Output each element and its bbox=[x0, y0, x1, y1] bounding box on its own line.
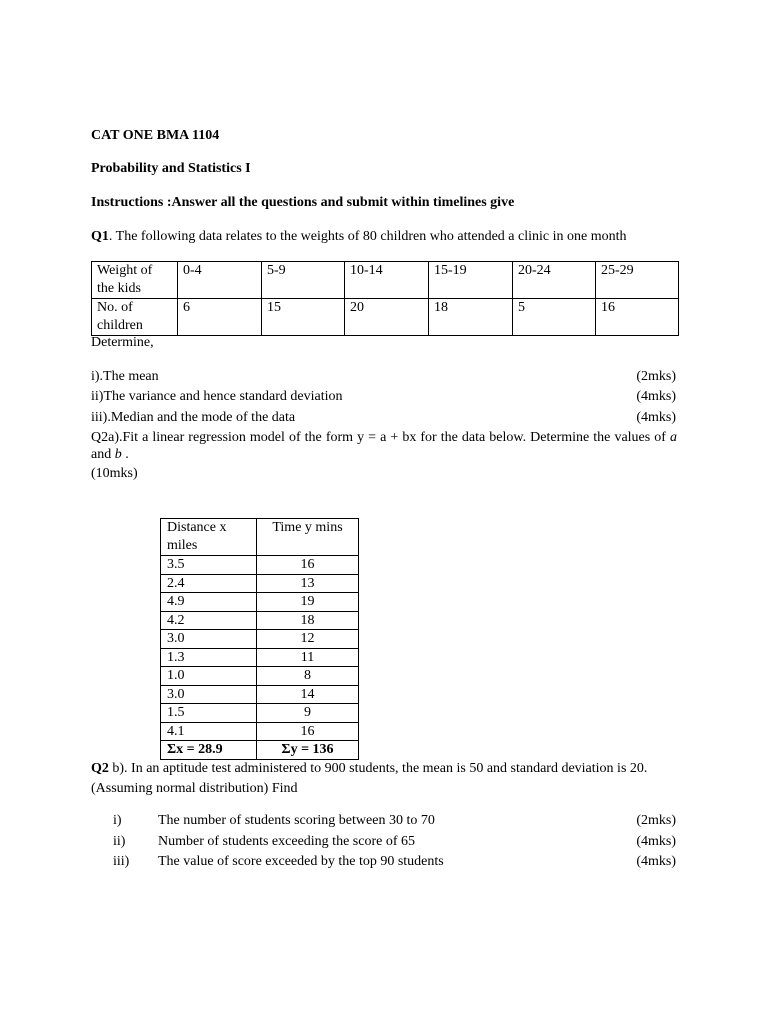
y-cell: 11 bbox=[257, 648, 359, 667]
x-cell: 3.5 bbox=[161, 556, 257, 575]
q1-prompt bbox=[91, 228, 627, 245]
q1-table-cell: 16 bbox=[596, 299, 679, 336]
table-row bbox=[161, 667, 359, 686]
instructions: Instructions :Answer all the questions and submit within timelines give bbox=[91, 195, 515, 210]
x-cell: 1.3 bbox=[161, 648, 257, 667]
y-cell: 16 bbox=[257, 722, 359, 741]
q2a-end: . bbox=[121, 447, 129, 462]
q1-table-cell: 6 bbox=[178, 299, 262, 336]
q1-table-cell: 5 bbox=[513, 299, 596, 336]
q1-table-row-children bbox=[92, 299, 679, 336]
q2a-col-distance-header: Distance x miles bbox=[161, 519, 257, 556]
table-row bbox=[161, 704, 359, 723]
table-row bbox=[161, 648, 359, 667]
q2a-and: and bbox=[91, 447, 115, 462]
q2a-table bbox=[160, 518, 359, 760]
y-cell: 18 bbox=[257, 611, 359, 630]
y-cell: 13 bbox=[257, 574, 359, 593]
q1-part-i-marks: (2mks) bbox=[636, 369, 676, 384]
q1-label: Q1 bbox=[91, 229, 109, 244]
q2b-text: b). In an aptitude test administered to 900 students, the mean is 50 and standard deviation is 20. (Assuming normal distribution) Find bbox=[91, 761, 648, 796]
x-cell: 1.5 bbox=[161, 704, 257, 723]
q2b-part-ii-num: ii) bbox=[113, 834, 126, 849]
q1-table-cell: 5-9 bbox=[262, 262, 345, 299]
q2b-part-ii-text: Number of students exceeding the score of 65 bbox=[158, 834, 415, 849]
table-row bbox=[161, 574, 359, 593]
q2a-marks: (10mks) bbox=[91, 466, 138, 481]
q1-part-ii-marks: (4mks) bbox=[636, 389, 676, 404]
q1-text: . The following data relates to the weights of 80 children who attended a clinic in one month bbox=[108, 229, 627, 244]
q2b-label: Q2 bbox=[91, 761, 109, 776]
q1-table-cell: No. of children bbox=[92, 299, 178, 336]
q1-table-cell: 20 bbox=[345, 299, 429, 336]
q1-part-ii: ii)The variance and hence standard deviation bbox=[91, 389, 343, 404]
q2b-part-i-marks: (2mks) bbox=[636, 813, 676, 828]
table-row bbox=[161, 611, 359, 630]
q2b-part-i-num: i) bbox=[113, 813, 122, 828]
q2a-text: Q2a).Fit a linear regression model of the form y = a + bx for the data below. Determine the values of bbox=[91, 430, 670, 445]
x-cell: 3.0 bbox=[161, 685, 257, 704]
x-cell: 2.4 bbox=[161, 574, 257, 593]
sum-y-cell: Σy = 136 bbox=[257, 741, 359, 760]
q1-table-cell: 15-19 bbox=[429, 262, 513, 299]
q2a-var-b: b bbox=[114, 447, 122, 462]
q1-table-cell: 18 bbox=[429, 299, 513, 336]
q2a-prompt bbox=[91, 429, 677, 463]
q1-table-cell: 15 bbox=[262, 299, 345, 336]
y-cell: 9 bbox=[257, 704, 359, 723]
q2b-part-ii-marks: (4mks) bbox=[636, 834, 676, 849]
q2a-table-sum-row bbox=[161, 741, 359, 760]
q1-determine: Determine, bbox=[91, 335, 154, 350]
q1-part-iii: iii).Median and the mode of the data bbox=[91, 410, 296, 425]
q1-table-cell: 0-4 bbox=[178, 262, 262, 299]
q1-part-i: i).The mean bbox=[91, 369, 159, 384]
sum-x-cell: Σx = 28.9 bbox=[161, 741, 257, 760]
q2b-prompt bbox=[91, 759, 677, 799]
q2b-part-i-text: The number of students scoring between 30 to 70 bbox=[158, 813, 435, 828]
table-row bbox=[161, 685, 359, 704]
q2b-part-iii-num: iii) bbox=[113, 854, 130, 869]
x-cell: 3.0 bbox=[161, 630, 257, 649]
doc-subtitle: Probability and Statistics I bbox=[91, 161, 251, 176]
x-cell: 1.0 bbox=[161, 667, 257, 686]
q1-part-iii-marks: (4mks) bbox=[636, 410, 676, 425]
q1-table-cell: 20-24 bbox=[513, 262, 596, 299]
q1-table-cell: 10-14 bbox=[345, 262, 429, 299]
q2b-part-iii-marks: (4mks) bbox=[636, 854, 676, 869]
y-cell: 19 bbox=[257, 593, 359, 612]
q2a-var-a: a bbox=[670, 430, 677, 445]
q1-table-cell: 25-29 bbox=[596, 262, 679, 299]
table-row bbox=[161, 556, 359, 575]
q1-table-row-weight bbox=[92, 262, 679, 299]
y-cell: 12 bbox=[257, 630, 359, 649]
y-cell: 14 bbox=[257, 685, 359, 704]
x-cell: 4.1 bbox=[161, 722, 257, 741]
x-cell: 4.9 bbox=[161, 593, 257, 612]
y-cell: 16 bbox=[257, 556, 359, 575]
q2a-table-header bbox=[161, 519, 359, 556]
q2b-part-iii-text: The value of score exceeded by the top 90 students bbox=[158, 854, 444, 869]
table-row bbox=[161, 722, 359, 741]
table-row bbox=[161, 593, 359, 612]
q1-table-cell: Weight of the kids bbox=[92, 262, 178, 299]
x-cell: 4.2 bbox=[161, 611, 257, 630]
q1-table bbox=[91, 261, 679, 336]
table-row bbox=[161, 630, 359, 649]
q2a-col-time-header: Time y mins bbox=[257, 519, 359, 556]
doc-title: CAT ONE BMA 1104 bbox=[91, 128, 220, 143]
y-cell: 8 bbox=[257, 667, 359, 686]
